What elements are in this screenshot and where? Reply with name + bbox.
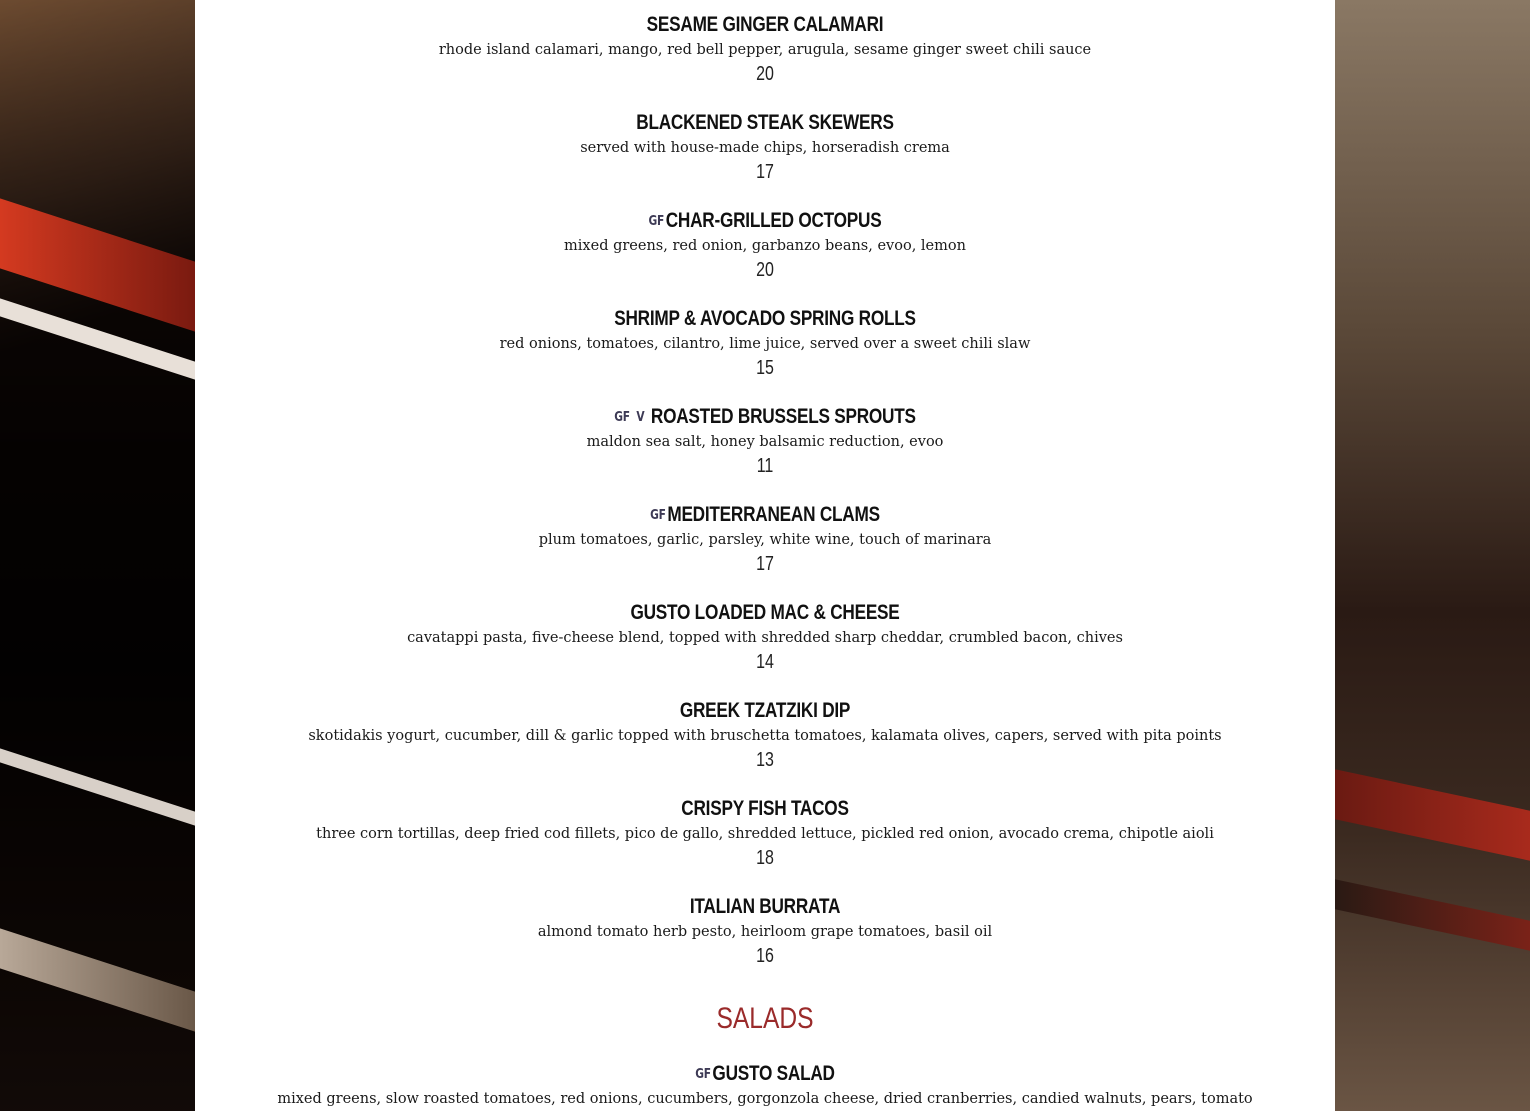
item-description: skotidakis yogurt, cucumber, dill & garlic topped with bruschetta tomatoes, kalamata olives, capers, served with pita points	[308, 728, 1222, 744]
menu-item	[195, 305, 1335, 381]
item-price: 11	[756, 455, 774, 477]
item-description: rhode island calamari, mango, red bell pepper, arugula, sesame ginger sweet chili sauce	[438, 42, 1092, 58]
gluten-free-badge: GF	[648, 214, 665, 229]
section-heading-salads: SALADS	[716, 1002, 814, 1035]
item-name-row	[298, 501, 1233, 529]
background-stripe	[0, 748, 195, 825]
background-stripe	[1335, 879, 1530, 950]
item-price: 17	[756, 161, 774, 183]
item-name: GUSTO SALAD	[712, 1062, 835, 1085]
menu-item	[195, 207, 1335, 283]
item-name: GUSTO LOADED MAC & CHEESE	[630, 601, 900, 624]
menu-item	[195, 893, 1335, 969]
item-description: maldon sea salt, honey balsamic reduction, evoo	[586, 434, 944, 450]
item-name: CHAR-GRILLED OCTOPUS	[665, 209, 882, 232]
menu-item	[195, 109, 1335, 185]
item-name: SHRIMP & AVOCADO SPRING ROLLS	[614, 307, 916, 330]
background-stripe	[0, 928, 195, 1031]
item-description: three corn tortillas, deep fried cod fillets, pico de gallo, shredded lettuce, pickled red onion, avocado crema, chipotle aioli	[316, 826, 1214, 842]
item-price: 13	[756, 749, 774, 771]
item-price: 20	[756, 63, 774, 85]
menu-item	[195, 501, 1335, 577]
item-name: CRISPY FISH TACOS	[681, 797, 849, 820]
menu-item	[195, 403, 1335, 479]
item-name: MEDITERRANEAN CLAMS	[667, 503, 880, 526]
item-price: 14	[756, 651, 774, 673]
item-name: SESAME GINGER CALAMARI	[646, 13, 884, 36]
menu-panel	[195, 0, 1335, 1111]
menu-item	[195, 599, 1335, 675]
item-price: 15	[756, 357, 774, 379]
item-description: red onions, tomatoes, cilantro, lime juice, served over a sweet chili slaw	[499, 336, 1031, 352]
gluten-free-badge: GF	[695, 1067, 711, 1082]
item-description: almond tomato herb pesto, heirloom grape tomatoes, basil oil	[537, 924, 993, 940]
background-stripe	[1335, 769, 1530, 860]
menu-item	[195, 11, 1335, 87]
item-description: plum tomatoes, garlic, parsley, white wine, touch of marinara	[538, 532, 992, 548]
item-name-row	[298, 207, 1233, 235]
item-price: 17	[756, 553, 774, 575]
item-name: ITALIAN BURRATA	[689, 895, 841, 918]
item-name: ROASTED BRUSSELS SPROUTS	[650, 405, 916, 428]
item-name-row	[298, 1060, 1233, 1088]
background-photo-right	[1335, 0, 1530, 1111]
vegan-badge: V	[636, 410, 645, 425]
item-price: 16	[756, 945, 774, 967]
gluten-free-badge: GF	[650, 508, 666, 523]
background-photo-left	[0, 0, 195, 1111]
menu-item	[195, 697, 1335, 773]
item-price: 20	[756, 259, 774, 281]
menu-item	[195, 1060, 1335, 1110]
item-description: cavatappi pasta, five-cheese blend, topped with shredded sharp cheddar, crumbled bacon, chives	[407, 630, 1123, 646]
item-description: served with house-made chips, horseradish crema	[580, 140, 950, 156]
item-name-row	[298, 403, 1233, 431]
item-description: mixed greens, red onion, garbanzo beans, evoo, lemon	[564, 238, 966, 254]
menu-item	[195, 795, 1335, 871]
item-name: GREEK TZATZIKI DIP	[679, 699, 851, 722]
item-price: 18	[756, 847, 774, 869]
item-name: BLACKENED STEAK SKEWERS	[636, 111, 894, 134]
gluten-free-badge: GF	[614, 410, 630, 425]
item-description: mixed greens, slow roasted tomatoes, red onions, cucumbers, gorgonzola cheese, dried cranberries, candied walnuts, pears, tomato	[277, 1091, 1253, 1107]
